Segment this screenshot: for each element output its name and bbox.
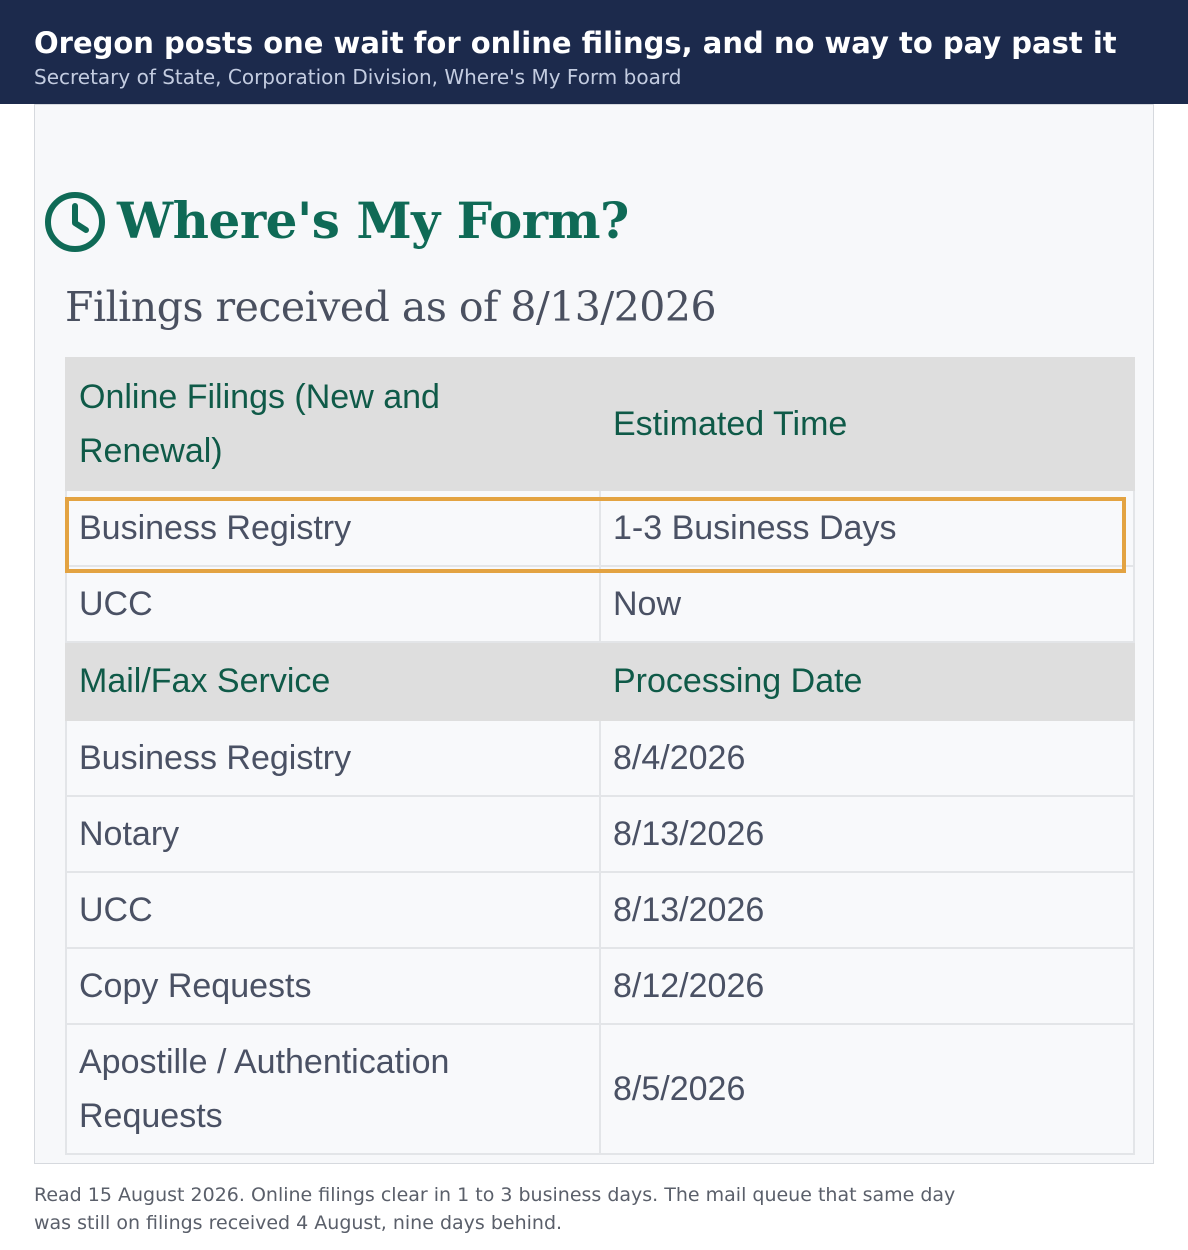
time-cell: Now bbox=[600, 566, 1134, 642]
mail-header-date: Processing Date bbox=[600, 642, 1134, 720]
date-cell: 8/12/2026 bbox=[600, 948, 1134, 1024]
table-row bbox=[66, 796, 1134, 872]
table-row bbox=[66, 948, 1134, 1024]
story-header bbox=[0, 0, 1188, 104]
table-row bbox=[66, 490, 1134, 566]
date-cell: 8/13/2026 bbox=[600, 796, 1134, 872]
service-cell: Business Registry bbox=[66, 720, 600, 796]
date-cell: 8/4/2026 bbox=[600, 720, 1134, 796]
board-screenshot bbox=[34, 104, 1154, 1164]
date-cell: 8/13/2026 bbox=[600, 872, 1134, 948]
online-header-row bbox=[66, 358, 1134, 490]
table-row bbox=[66, 872, 1134, 948]
mail-header-row bbox=[66, 642, 1134, 720]
service-cell: Copy Requests bbox=[66, 948, 600, 1024]
time-cell: 1-3 Business Days bbox=[600, 490, 1134, 566]
table-row bbox=[66, 566, 1134, 642]
mail-header-service: Mail/Fax Service bbox=[66, 642, 600, 720]
service-cell: Business Registry bbox=[66, 490, 600, 566]
clock-icon bbox=[43, 190, 107, 254]
story-title: Oregon posts one wait for online filings, and no way to pay past it bbox=[34, 26, 1117, 60]
date-cell: 8/5/2026 bbox=[600, 1024, 1134, 1154]
online-header-service: Online Filings (New and Renewal) bbox=[66, 358, 600, 490]
caption: Read 15 August 2026. Online filings clear in 1 to 3 business days. The mail queue that same day was still on filings received 4 August, nine days behind. bbox=[34, 1184, 956, 1234]
service-cell: UCC bbox=[66, 872, 600, 948]
wait-table bbox=[65, 357, 1135, 1155]
service-cell: UCC bbox=[66, 566, 600, 642]
story-subtitle: Secretary of State, Corporation Division, Where's My Form board bbox=[34, 65, 682, 89]
online-header-time: Estimated Time bbox=[600, 358, 1134, 490]
service-cell: Apostille / Authentication Requests bbox=[66, 1024, 600, 1154]
received-as-of: Filings received as of 8/13/2026 bbox=[65, 283, 717, 331]
board-title: Where's My Form? bbox=[117, 191, 629, 250]
service-cell: Notary bbox=[66, 796, 600, 872]
table-row bbox=[66, 1024, 1134, 1154]
table-row bbox=[66, 720, 1134, 796]
